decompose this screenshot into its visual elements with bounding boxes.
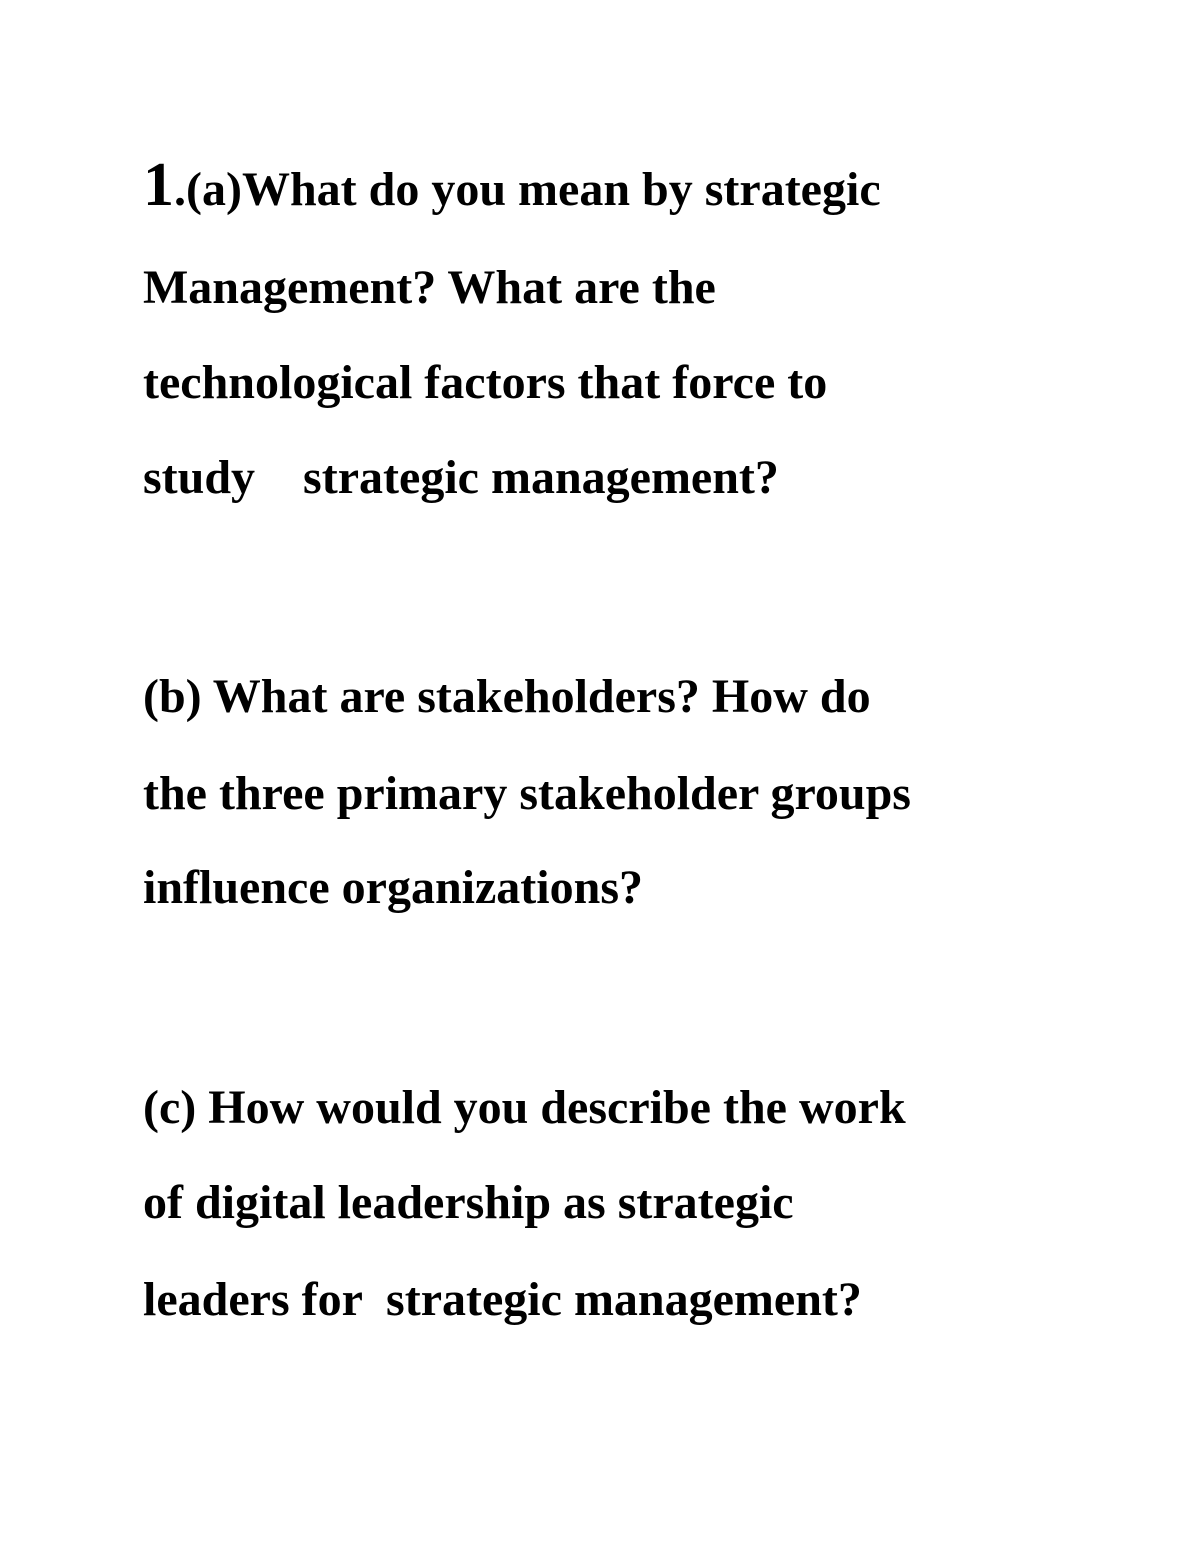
question-line: leaders for strategic management?: [143, 1273, 862, 1326]
question-line: the three primary stakeholder groups: [143, 767, 911, 820]
question-number: 1: [143, 151, 174, 219]
question-line: 1.(a)What do you mean by strategic: [143, 151, 881, 219]
question-line: Management? What are the: [143, 261, 716, 314]
question-line: study strategic management?: [143, 451, 779, 504]
question-line: (c) How would you describe the work: [143, 1081, 906, 1134]
question-line: (b) What are stakeholders? How do: [143, 670, 871, 723]
question-line: influence organizations?: [143, 861, 643, 914]
question-line: technological factors that force to: [143, 356, 828, 409]
question-line: of digital leadership as strategic: [143, 1176, 794, 1229]
